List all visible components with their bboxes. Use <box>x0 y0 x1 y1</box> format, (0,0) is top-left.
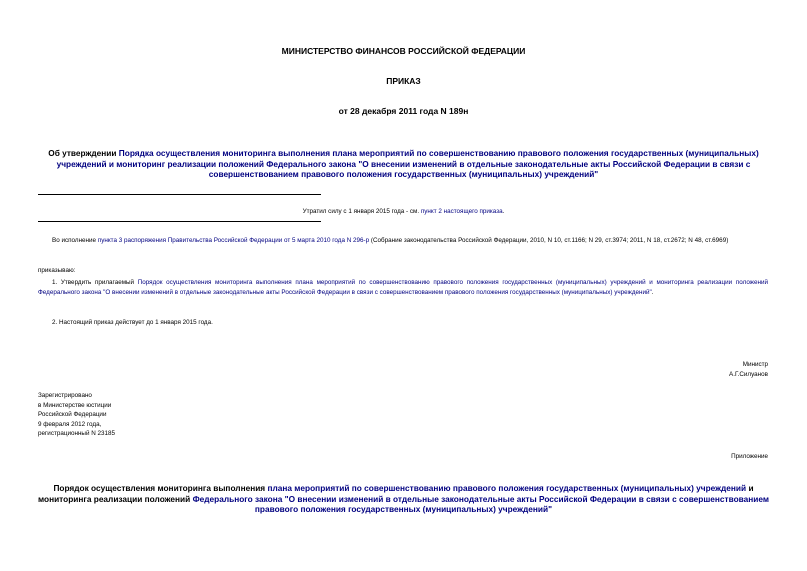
document-date-number: от 28 декабря 2011 года N 189н <box>338 106 469 116</box>
status-note-text: Утратил силу с 1 января 2015 года - см. <box>302 208 421 215</box>
document-type: ПРИКАЗ <box>386 76 421 86</box>
order-item-1 <box>38 278 768 297</box>
preamble-paragraph <box>38 236 768 246</box>
registration-line-2: в Министерстве юстиции <box>38 401 112 409</box>
signature-name: А.Г.Силуанов <box>729 370 768 378</box>
appendix-label: Приложение <box>731 453 768 460</box>
item-1-suffix: . <box>651 288 654 296</box>
appendix-title <box>36 483 771 515</box>
registration-line-5: регистрационный N 23185 <box>38 430 116 438</box>
title-link[interactable]: Порядка осуществления мониторинга выполнения плана мероприятий по совершенствованию правового положения государственных (муниципальных) учреждений и мониторинг реализации положений Федерального закона "О внесении изменений в отдельные законодательные акты Российской Федерации в связи с совершенствованием правового положения государственных (муниципальных) учреждений" <box>56 148 759 180</box>
preamble-suffix: (Собрание законодательства Российской Федерации, 2010, N 10, ст.1166; N 29, ст.3974; 2011, N 18, ст.2672; N 48, ст.6969) <box>369 237 729 244</box>
status-note-link[interactable]: пункт 2 настоящего приказа <box>420 208 503 215</box>
registration-line-1: Зарегистрировано <box>38 392 92 399</box>
ministry-heading: МИНИСТЕРСТВО ФИНАНСОВ РОССИЙСКОЙ ФЕДЕРАЦИИ <box>281 46 526 56</box>
item-1-link[interactable]: Порядок осуществления мониторинга выполнения плана мероприятий по совершенствованию правового положения государственных (муниципальных) учреждений и мониторинга реализации положений Федерального закона "О внесении изменений в отдельные законодательные акты Российской Федерации в связи с совершенствованием правового положения государственных (муниципальных) учреждений" <box>38 279 768 296</box>
item-1-prefix: 1. Утвердить прилагаемый <box>52 279 138 286</box>
document-title <box>36 148 771 180</box>
signature-block <box>729 360 768 379</box>
title-prefix: Об утверждении <box>48 148 119 158</box>
status-note <box>0 207 807 217</box>
order-word: приказываю: <box>38 267 76 274</box>
preamble-link-2[interactable]: Правительства Российской Федерации от 5 марта 2010 года N 296-р <box>167 237 370 244</box>
appendix-title-part-1: Порядок осуществления мониторинга выполнения <box>53 483 268 493</box>
preamble-prefix: Во исполнение <box>52 237 98 244</box>
status-note-suffix: . <box>502 208 505 215</box>
registration-block <box>38 391 115 439</box>
signature-role: Министр <box>742 361 768 368</box>
order-item-2: 2. Настоящий приказ действует до 1 января 2015 года. <box>52 319 213 326</box>
appendix-title-link-1[interactable]: плана мероприятий по совершенствованию правового положения государственных (муниципальных) учреждений <box>267 483 747 493</box>
preamble-link-1[interactable]: пункта 3 распоряжения <box>97 237 166 244</box>
appendix-title-part-2: и мониторинга реализации положений <box>37 483 754 504</box>
appendix-title-link-2[interactable]: Федерального закона "О внесении изменений в отдельные законодательные акты Российской Федерации в связи с совершенствованием правового положения государственных (муниципальных) учреждений" <box>192 493 770 515</box>
registration-line-3: Российской Федерации <box>38 411 107 419</box>
separator-line-top <box>38 194 321 195</box>
registration-line-4: 9 февраля 2012 года, <box>38 420 102 428</box>
separator-line-bottom <box>38 221 321 222</box>
